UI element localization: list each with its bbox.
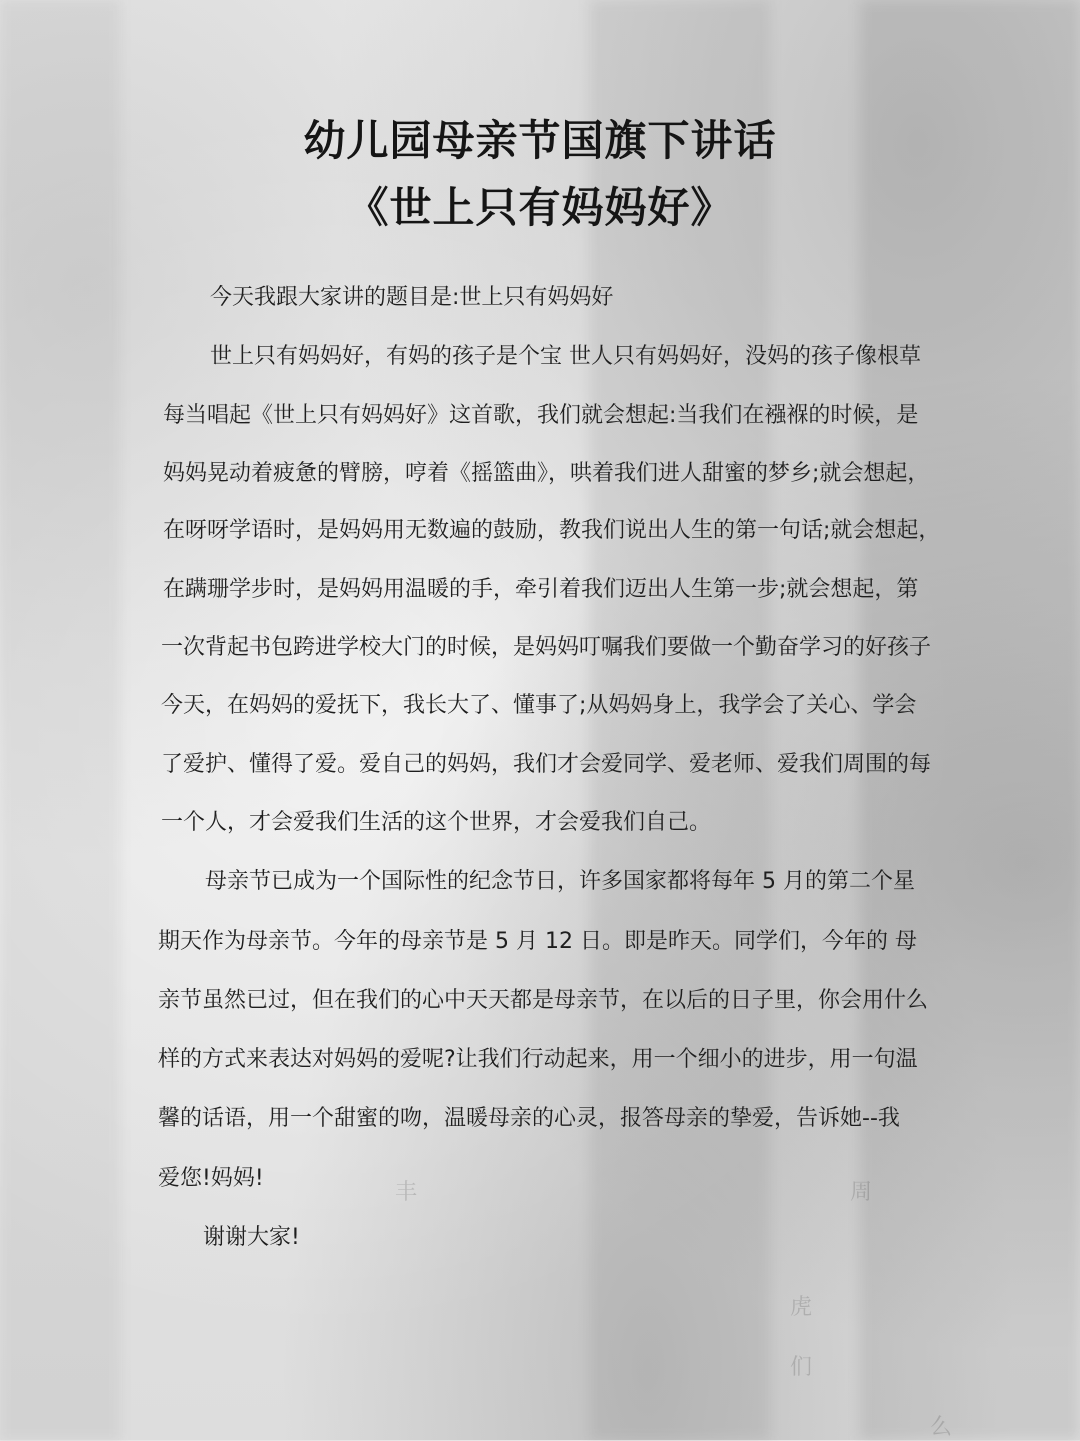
body-line: 母亲节已成为一个国际性的纪念节日，许多国家都将每年 5 月的第二个星 [205, 869, 915, 894]
body-line: 样的方式来表达对妈妈的爱呢?让我们行动起来，用一个细小的进步，用一句温 [158, 1047, 918, 1072]
body-line: 爱您!妈妈! [158, 1166, 264, 1191]
title-line-2: 《世上只有妈妈好》 [346, 183, 734, 232]
show-through-mark: 么 [930, 1415, 953, 1440]
body-line: 一个人，才会爱我们生活的这个世界，才会爱我们自己。 [161, 810, 712, 835]
show-through-mark: 们 [790, 1355, 813, 1380]
show-through-mark: 周 [850, 1180, 873, 1205]
body-line: 了爱护、懂得了爱。爱自己的妈妈，我们才会爱同学、爱老师、爱我们周围的每 [161, 752, 932, 777]
body-line: 馨的话语，用一个甜蜜的吻，温暖母亲的心灵，报答母亲的挚爱，告诉她--我 [158, 1106, 900, 1131]
body-line: 今天，在妈妈的爱抚下，我长大了、懂事了;从妈妈身上，我学会了关心、学会 [161, 693, 917, 718]
body-line: 今天我跟大家讲的题目是:世上只有妈妈好 [210, 285, 614, 310]
body-line: 世上只有妈妈好，有妈的孩子是个宝 世人只有妈妈好，没妈的孩子像根草 [210, 344, 921, 369]
body-line: 谢谢大家! [203, 1225, 300, 1250]
body-line: 每当唱起《世上只有妈妈好》这首歌，我们就会想起:当我们在襁褓的时候，是 [163, 403, 919, 428]
body-line: 亲节虽然已过，但在我们的心中天天都是母亲节，在以后的日子里，你会用什么 [158, 988, 929, 1013]
body-line: 一次背起书包跨进学校大门的时候，是妈妈叮嘱我们要做一个勤奋学习的好孩子 [161, 635, 932, 660]
title-line-1: 幼儿园母亲节国旗下讲话 [303, 116, 777, 165]
body-line: 妈妈晃动着疲惫的臂膀，哼着《摇篮曲》，哄着我们进人甜蜜的梦乡;就会想起， [163, 461, 930, 486]
show-through-mark: 虎 [790, 1295, 813, 1320]
body-line: 期天作为母亲节。今年的母亲节是 5 月 12 日。即是昨天。同学们，今年的 母 [158, 929, 917, 954]
body-line: 在呀呀学语时，是妈妈用无数遍的鼓励，教我们说出人生的第一句话;就会想起， [163, 518, 941, 543]
show-through-mark: 丰 [395, 1180, 418, 1205]
body-line: 在蹒珊学步时，是妈妈用温暖的手，牵引着我们迈出人生第一步;就会想起，第 [163, 577, 919, 602]
